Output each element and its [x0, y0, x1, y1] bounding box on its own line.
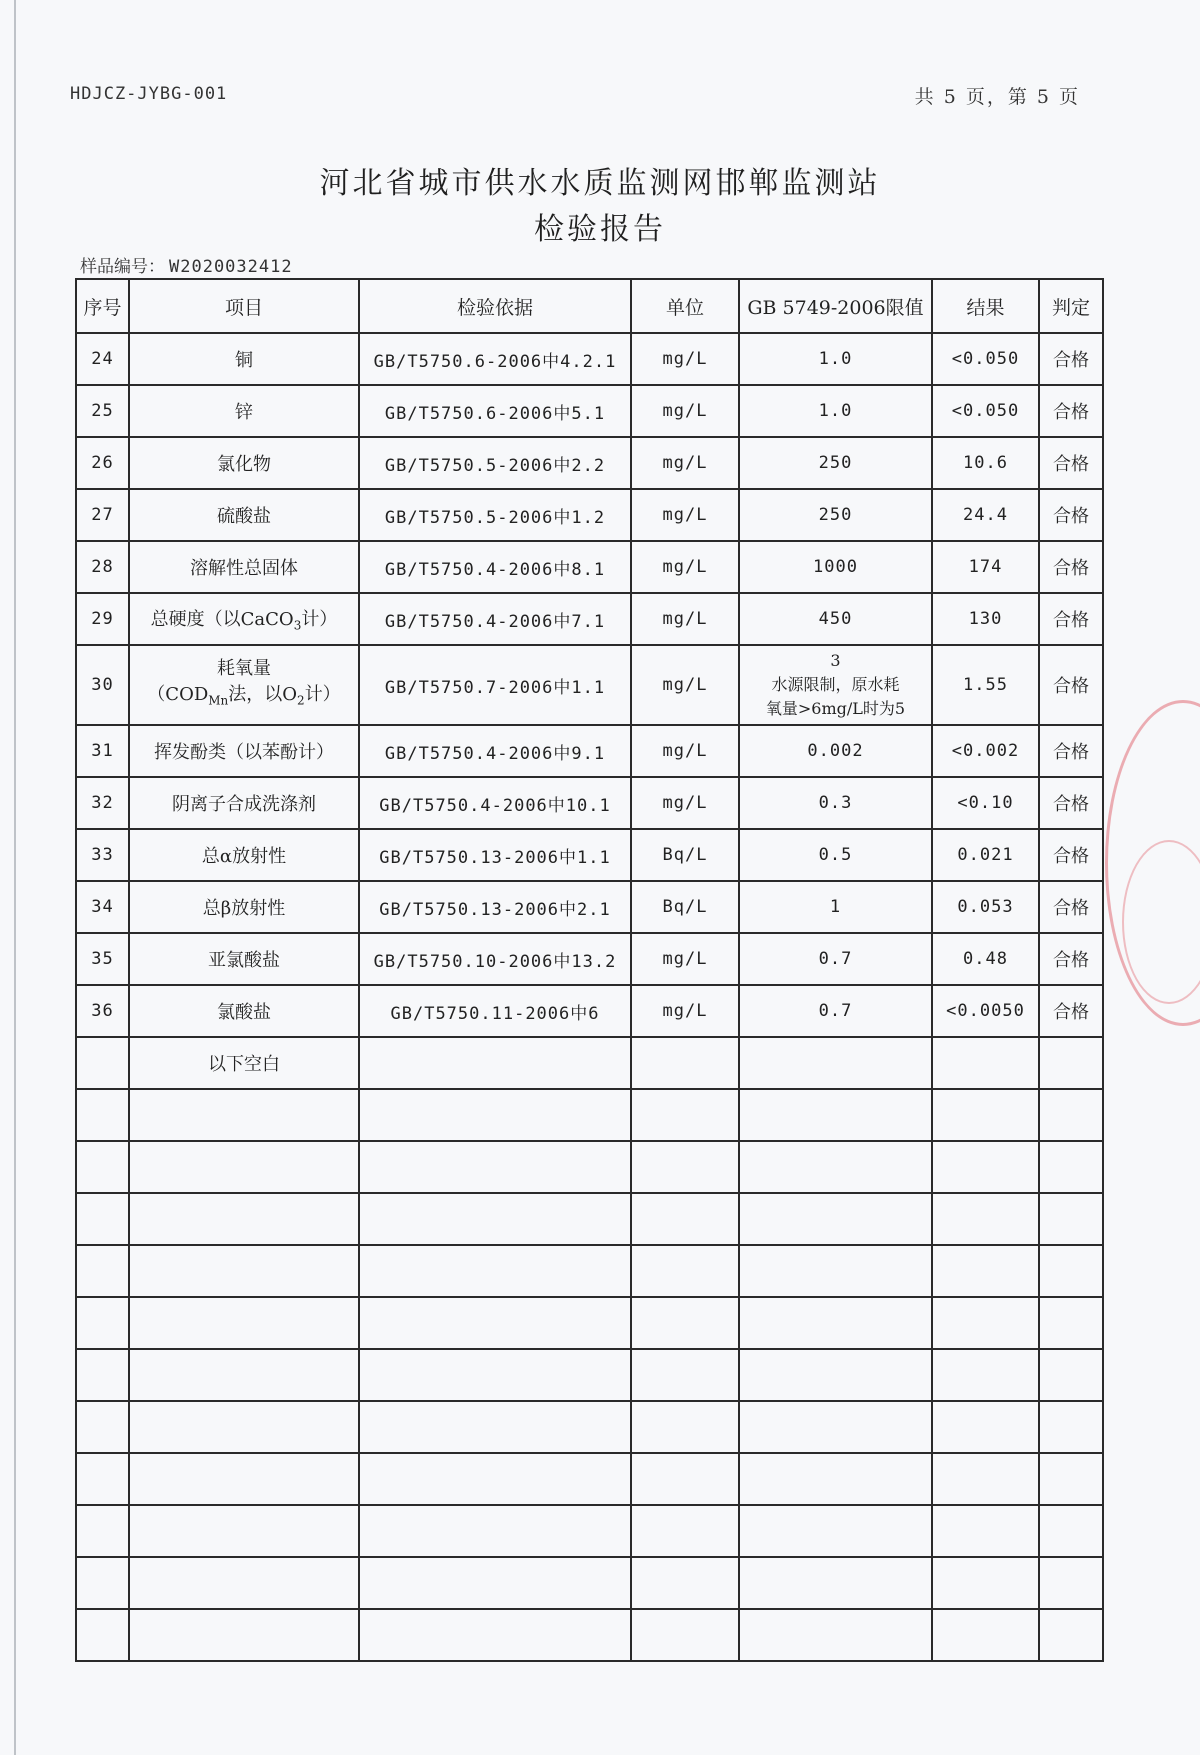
- row-judgement: 合格: [1039, 645, 1103, 725]
- row-unit: mg/L: [631, 489, 739, 541]
- document-code: HDJCZ-JYBG-001: [70, 84, 228, 104]
- row-judgement: 合格: [1039, 725, 1103, 777]
- table-row-blank: [76, 1297, 1103, 1349]
- table-row-blank: [76, 1141, 1103, 1193]
- row-result: 24.4: [932, 489, 1039, 541]
- table-row-blank: [76, 1609, 1103, 1661]
- row-result: <0.002: [932, 725, 1039, 777]
- table-row: [76, 881, 1103, 933]
- row-limit: 0.5: [739, 829, 932, 881]
- row-index: 33: [76, 829, 129, 881]
- row-judgement: 合格: [1039, 985, 1103, 1037]
- table-row: [76, 933, 1103, 985]
- row-unit: mg/L: [631, 777, 739, 829]
- table-row-blank: [76, 1401, 1103, 1453]
- row-limit: 0.002: [739, 725, 932, 777]
- table-row: [76, 333, 1103, 385]
- row-item: 耗氧量 （$COD_{Mn}$法，以$O_2$计）: [129, 645, 359, 725]
- row-judgement: 合格: [1039, 437, 1103, 489]
- row-method: GB/T5750.7-2006中1.1: [359, 645, 631, 725]
- row-unit: mg/L: [631, 985, 739, 1037]
- row-result: 10.6: [932, 437, 1039, 489]
- header-result: 结果: [932, 279, 1039, 333]
- table-row: [76, 985, 1103, 1037]
- row-result: <0.050: [932, 333, 1039, 385]
- row-item: 铜: [129, 333, 359, 385]
- row-result: 0.053: [932, 881, 1039, 933]
- row-judgement: 合格: [1039, 933, 1103, 985]
- row-result: 1.55: [932, 645, 1039, 725]
- row-judgement: 合格: [1039, 385, 1103, 437]
- table-row: [76, 489, 1103, 541]
- row-limit: 0.3: [739, 777, 932, 829]
- table-row: [76, 645, 1103, 725]
- row-index: 36: [76, 985, 129, 1037]
- row-unit: mg/L: [631, 333, 739, 385]
- table-row-blank: [76, 1505, 1103, 1557]
- row-method: GB/T5750.11-2006中6: [359, 985, 631, 1037]
- row-item: 硫酸盐: [129, 489, 359, 541]
- row-judgement: 合格: [1039, 881, 1103, 933]
- row-method: GB/T5750.5-2006中1.2: [359, 489, 631, 541]
- row-index: 30: [76, 645, 129, 725]
- row-item: 锌: [129, 385, 359, 437]
- row-limit: 1000: [739, 541, 932, 593]
- row-index: 24: [76, 333, 129, 385]
- row-unit: mg/L: [631, 385, 739, 437]
- row-unit: mg/L: [631, 593, 739, 645]
- row-judgement: 合格: [1039, 777, 1103, 829]
- row-method: GB/T5750.4-2006中10.1: [359, 777, 631, 829]
- row-limit: 250: [739, 489, 932, 541]
- table-row-blank: [76, 1193, 1103, 1245]
- header-unit: 单位: [631, 279, 739, 333]
- table-row: [76, 541, 1103, 593]
- row-judgement: 合格: [1039, 333, 1103, 385]
- row-result: 174: [932, 541, 1039, 593]
- binding-line: [14, 0, 16, 1755]
- row-item: 挥发酚类（以苯酚计）: [129, 725, 359, 777]
- row-index: 35: [76, 933, 129, 985]
- table-row: [76, 385, 1103, 437]
- sample-number: [80, 252, 293, 277]
- row-judgement: 合格: [1039, 593, 1103, 645]
- row-unit: Bq/L: [631, 881, 739, 933]
- row-method: GB/T5750.6-2006中5.1: [359, 385, 631, 437]
- end-note: 以下空白: [129, 1037, 359, 1089]
- row-item: 氯化物: [129, 437, 359, 489]
- table-row-blank: [76, 1453, 1103, 1505]
- row-item: 总硬度（以CaCO$_3$计）: [129, 593, 359, 645]
- row-index: 29: [76, 593, 129, 645]
- row-method: GB/T5750.13-2006中2.1: [359, 881, 631, 933]
- inspection-table: [75, 278, 1104, 1662]
- row-method: GB/T5750.5-2006中2.2: [359, 437, 631, 489]
- row-limit: 3 水源限制，原水耗 氧量>6mg/L时为5: [739, 645, 932, 725]
- row-result: <0.050: [932, 385, 1039, 437]
- row-item: 亚氯酸盐: [129, 933, 359, 985]
- row-item: 总β放射性: [129, 881, 359, 933]
- header-judgement: 判定: [1039, 279, 1103, 333]
- report-title-line1: 河北省城市供水水质监测网邯郸监测站: [319, 166, 881, 201]
- row-method: GB/T5750.10-2006中13.2: [359, 933, 631, 985]
- row-method: GB/T5750.4-2006中7.1: [359, 593, 631, 645]
- row-judgement: 合格: [1039, 541, 1103, 593]
- row-method: GB/T5750.13-2006中1.1: [359, 829, 631, 881]
- report-title-line2: 检验报告: [534, 212, 666, 247]
- row-judgement: 合格: [1039, 829, 1103, 881]
- row-result: <0.10: [932, 777, 1039, 829]
- row-limit: 0.7: [739, 985, 932, 1037]
- row-method: GB/T5750.6-2006中4.2.1: [359, 333, 631, 385]
- row-limit: 1: [739, 881, 932, 933]
- row-judgement: 合格: [1039, 489, 1103, 541]
- row-unit: Bq/L: [631, 829, 739, 881]
- row-unit: mg/L: [631, 437, 739, 489]
- row-result: <0.0050: [932, 985, 1039, 1037]
- header-item: 项目: [129, 279, 359, 333]
- row-unit: mg/L: [631, 725, 739, 777]
- row-item: 总α放射性: [129, 829, 359, 881]
- table-row: [76, 725, 1103, 777]
- table-row-blank: [76, 1245, 1103, 1297]
- row-limit: 250: [739, 437, 932, 489]
- row-limit: 1.0: [739, 385, 932, 437]
- table-row: [76, 829, 1103, 881]
- header-method: 检验依据: [359, 279, 631, 333]
- table-row-end-note: [76, 1037, 1103, 1089]
- row-result: 130: [932, 593, 1039, 645]
- table-row: [76, 437, 1103, 489]
- row-index: 28: [76, 541, 129, 593]
- page-info: 共 5 页，第 5 页: [914, 86, 1080, 108]
- row-item: 阴离子合成洗涤剂: [129, 777, 359, 829]
- row-method: GB/T5750.4-2006中9.1: [359, 725, 631, 777]
- row-index: 25: [76, 385, 129, 437]
- row-unit: mg/L: [631, 645, 739, 725]
- sample-number-label: 样品编号：: [80, 257, 165, 277]
- row-limit: 0.7: [739, 933, 932, 985]
- table-row-blank: [76, 1089, 1103, 1141]
- table-header-row: [76, 279, 1103, 333]
- table-row-blank: [76, 1349, 1103, 1401]
- row-result: 0.48: [932, 933, 1039, 985]
- row-index: 31: [76, 725, 129, 777]
- row-limit: 450: [739, 593, 932, 645]
- row-item: 溶解性总固体: [129, 541, 359, 593]
- row-index: 32: [76, 777, 129, 829]
- table-row-blank: [76, 1557, 1103, 1609]
- row-index: 34: [76, 881, 129, 933]
- row-method: GB/T5750.4-2006中8.1: [359, 541, 631, 593]
- sample-number-value: W2020032412: [169, 257, 293, 277]
- row-unit: mg/L: [631, 541, 739, 593]
- row-item: 氯酸盐: [129, 985, 359, 1037]
- header-limit: GB 5749-2006限值: [739, 279, 932, 333]
- row-unit: mg/L: [631, 933, 739, 985]
- table-row: [76, 593, 1103, 645]
- row-index: 27: [76, 489, 129, 541]
- header-index: 序号: [76, 279, 129, 333]
- row-limit: 1.0: [739, 333, 932, 385]
- table-row: [76, 777, 1103, 829]
- row-index: 26: [76, 437, 129, 489]
- row-result: 0.021: [932, 829, 1039, 881]
